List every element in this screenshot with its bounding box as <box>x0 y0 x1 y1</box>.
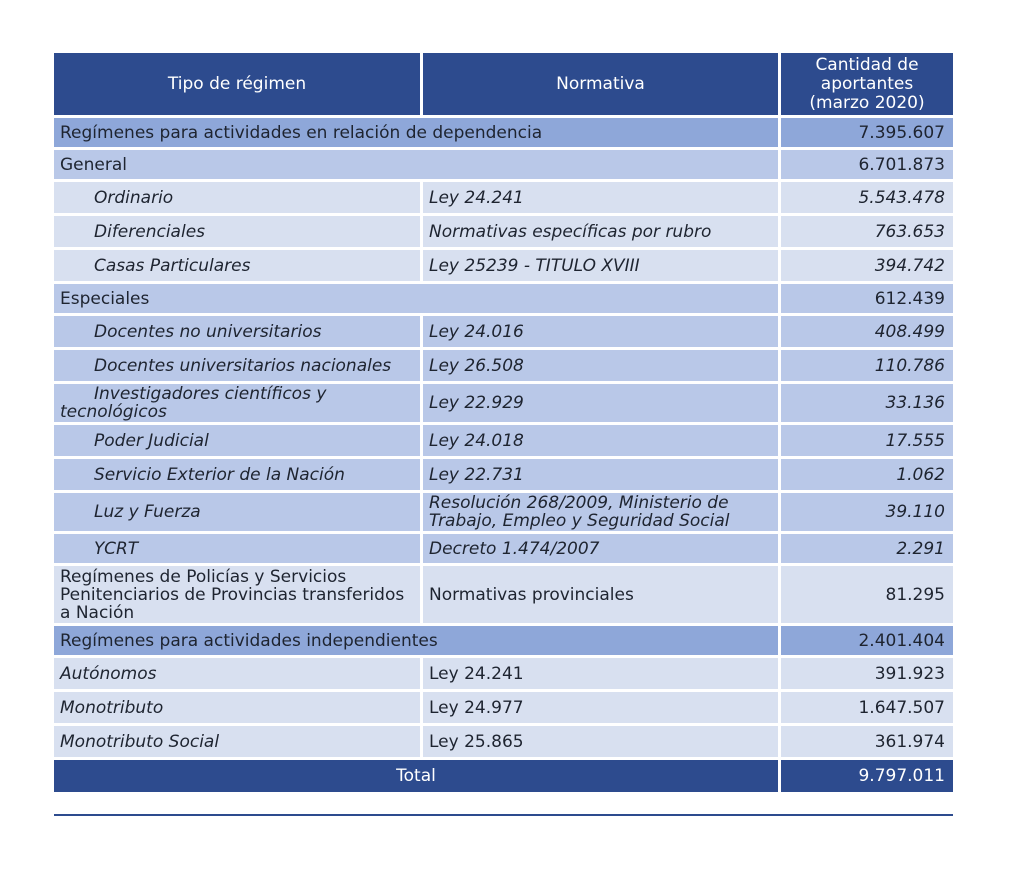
row-value: 33.136 <box>781 384 953 425</box>
row-label-line1: Investigadores científicos y <box>94 384 327 404</box>
header-cantidad <box>781 53 953 118</box>
table-row <box>54 216 953 250</box>
table-row <box>54 566 953 626</box>
table-row <box>54 459 953 493</box>
row-value: 1.647.507 <box>781 692 953 726</box>
table-row <box>54 425 953 459</box>
row-label: General <box>54 150 781 182</box>
row-normativa-line1: Resolución 268/2009, Ministerio de <box>429 493 729 513</box>
header-cantidad-line2: aportantes <box>820 73 914 94</box>
row-label-line1: Regímenes de Policías y Servicios <box>60 566 347 587</box>
row-label: YCRT <box>54 534 423 566</box>
row-value: 391.923 <box>781 658 953 692</box>
row-normativa: Ley 25239 - TITULO XVIII <box>423 250 781 284</box>
row-label: Monotributo <box>54 692 423 726</box>
table-row <box>54 726 953 760</box>
section-row-independientes <box>54 626 953 658</box>
row-normativa: Ley 24.241 <box>423 182 781 216</box>
row-label: Docentes universitarios nacionales <box>54 350 423 384</box>
table-row <box>54 316 953 350</box>
row-label-line3: a Nación <box>60 602 135 623</box>
row-value: 110.786 <box>781 350 953 384</box>
row-label-line2: tecnológicos <box>60 402 167 422</box>
row-normativa <box>423 493 781 534</box>
row-label: Ordinario <box>54 182 423 216</box>
row-value: 39.110 <box>781 493 953 534</box>
row-normativa: Ley 24.977 <box>423 692 781 726</box>
row-normativa: Ley 22.929 <box>423 384 781 425</box>
row-normativa-line2: Trabajo, Empleo y Seguridad Social <box>429 511 730 531</box>
row-value: 5.543.478 <box>781 182 953 216</box>
row-value: 6.701.873 <box>781 150 953 182</box>
row-normativa: Ley 24.018 <box>423 425 781 459</box>
row-value: 361.974 <box>781 726 953 760</box>
row-label: Regímenes para actividades independientes <box>54 626 781 658</box>
subsection-row-general <box>54 150 953 182</box>
row-label: Luz y Fuerza <box>54 493 423 534</box>
table-row <box>54 384 953 425</box>
header-cantidad-line1: Cantidad de <box>815 54 919 75</box>
header-row <box>54 53 953 118</box>
table-row <box>54 493 953 534</box>
row-value: 81.295 <box>781 566 953 626</box>
row-value: 2.291 <box>781 534 953 566</box>
row-label <box>54 384 423 425</box>
row-label: Docentes no universitarios <box>54 316 423 350</box>
row-label <box>54 566 423 626</box>
row-value: 408.499 <box>781 316 953 350</box>
row-value: 612.439 <box>781 284 953 316</box>
row-label: Autónomos <box>54 658 423 692</box>
row-label: Especiales <box>54 284 781 316</box>
row-normativa: Normativas provinciales <box>423 566 781 626</box>
row-normativa: Ley 24.016 <box>423 316 781 350</box>
row-normativa: Decreto 1.474/2007 <box>423 534 781 566</box>
row-label-line2: Penitenciarios de Provincias transferidos <box>60 584 405 605</box>
table-row <box>54 692 953 726</box>
header-cantidad-line3: (marzo 2020) <box>809 92 925 113</box>
row-value: 394.742 <box>781 250 953 284</box>
table-row <box>54 250 953 284</box>
row-label: Casas Particulares <box>54 250 423 284</box>
total-row <box>54 760 953 792</box>
total-value: 9.797.011 <box>781 760 953 792</box>
regimes-table <box>54 53 953 792</box>
header-tipo: Tipo de régimen <box>54 53 423 118</box>
table-row <box>54 182 953 216</box>
table-row <box>54 534 953 566</box>
row-label: Servicio Exterior de la Nación <box>54 459 423 493</box>
row-label: Regímenes para actividades en relación de dependencia <box>54 118 781 150</box>
row-value: 1.062 <box>781 459 953 493</box>
row-normativa: Ley 22.731 <box>423 459 781 493</box>
row-value: 17.555 <box>781 425 953 459</box>
table-bottom-rule <box>54 814 953 816</box>
row-value: 763.653 <box>781 216 953 250</box>
total-label: Total <box>54 760 781 792</box>
row-normativa: Ley 24.241 <box>423 658 781 692</box>
row-label: Monotributo Social <box>54 726 423 760</box>
row-normativa: Ley 26.508 <box>423 350 781 384</box>
row-label: Poder Judicial <box>54 425 423 459</box>
row-value: 7.395.607 <box>781 118 953 150</box>
row-normativa: Normativas específicas por rubro <box>423 216 781 250</box>
section-row-dependencia <box>54 118 953 150</box>
subsection-row-especiales <box>54 284 953 316</box>
table-row <box>54 350 953 384</box>
row-label: Diferenciales <box>54 216 423 250</box>
row-value: 2.401.404 <box>781 626 953 658</box>
row-normativa: Ley 25.865 <box>423 726 781 760</box>
header-normativa: Normativa <box>423 53 781 118</box>
table-row <box>54 658 953 692</box>
